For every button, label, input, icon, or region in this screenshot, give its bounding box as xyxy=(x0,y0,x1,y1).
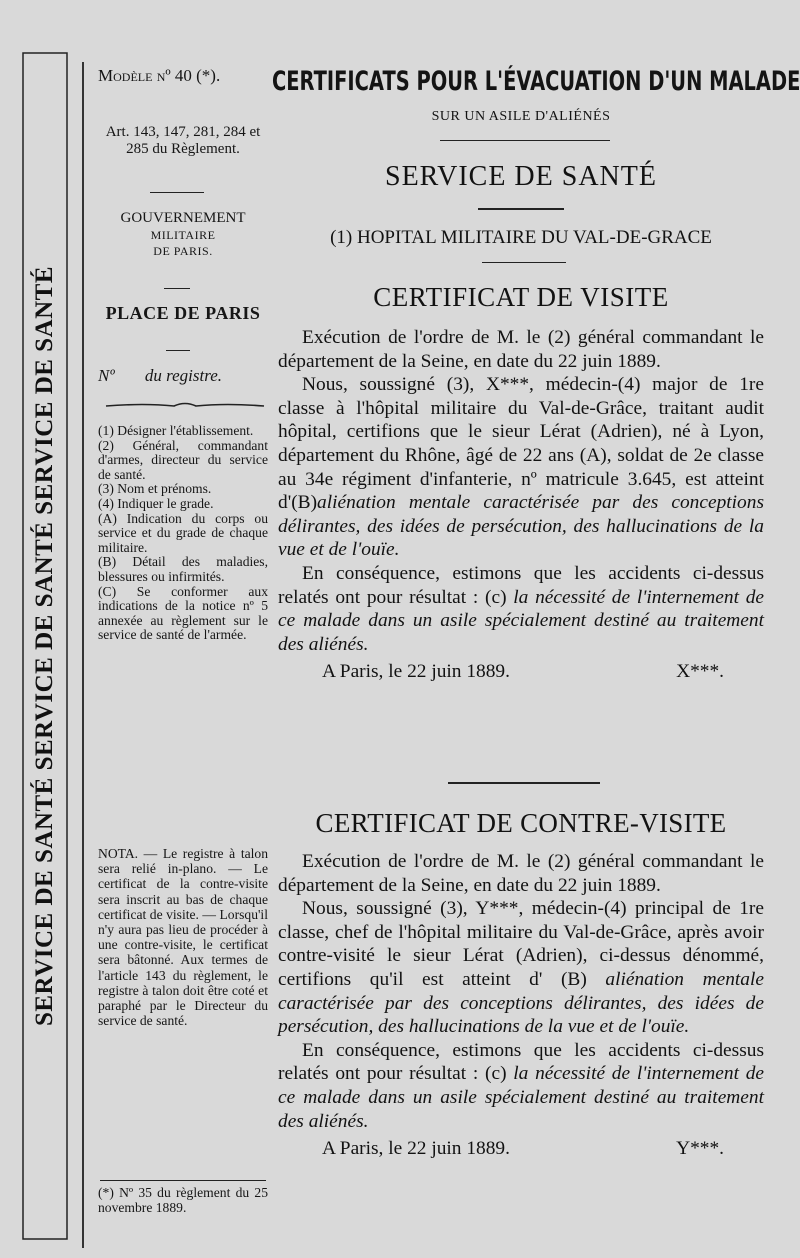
cert2-paragraph: Nous, soussigné (3), Y***, médecin-(4) principal de 1re classe, chef de l'hôpital militaire du Val-de-Grâce, après avoir contre-visité le sieur Lérat (Adrien), ci-dessus dénommé, certifions qu'il est atteint d' (B) xyxy=(278,898,764,990)
divider xyxy=(164,288,190,289)
band-title: SERVICE DE SANTÉ SERVICE DE SANTÉ SERVICE DE SANTÉ xyxy=(31,265,58,1027)
cert2-title: CERTIFICAT DE CONTRE-VISITE xyxy=(315,808,727,838)
cert1-signature: X***. xyxy=(676,661,724,683)
note-item: (B) Détail des maladies, blessures ou infirmités. xyxy=(98,554,268,584)
cert2-paragraph: En conséquence, estimons que les accidents ci-dessus relatés ont pour résultat : (c) xyxy=(278,1039,764,1085)
cert2-diagnosis: aliénation mentale caractérisée par des conceptions délirantes, des idées de persécution, des hallucinations de la vue et de l'ouïe. xyxy=(278,968,764,1038)
main-title: CERTIFICATS POUR L'ÉVACUATION D'UN MALADE xyxy=(272,66,800,97)
note-item: (3) Nom et prénoms. xyxy=(98,481,212,497)
cert1-diagnosis: aliénation mentale caractérisée par des conceptions délirantes, des idées de persécution, des hallucinations de la vue et de l'ouïe. xyxy=(278,492,764,561)
cert1-place-date: A Paris, le 22 juin 1889. xyxy=(322,661,510,683)
footnote-text: (*) Nº 35 du règlement du 25 novembre 1889. xyxy=(98,1185,268,1215)
cert1-conclusion: la nécessité de l'internement de ce malade dans un asile spécialement destiné au traitement des aliénés. xyxy=(278,586,764,655)
article-reference: Art. 143, 147, 281, 284 et 285 du Règlement. xyxy=(105,124,261,157)
cert1-title-block xyxy=(278,280,764,314)
divider xyxy=(448,782,600,784)
note-item: (A) Indication du corps ou service et du grade de chaque militaire. xyxy=(98,510,268,555)
divider xyxy=(440,140,610,141)
cert1-paragraph: En conséquence, estimons que les accidents ci-dessus relatés ont pour résultat : (c) xyxy=(278,562,764,608)
gouvernement-line-3: DE PARIS. xyxy=(153,244,213,258)
cert2-paragraph: Exécution de l'ordre de M. le (2) général commandant le département de la Seine, en date du 22 juin 1889. xyxy=(278,851,764,896)
cert1-paragraph: Exécution de l'ordre de M. le (2) général commandant le département de la Seine, en date du 22 juin 1889. xyxy=(278,327,764,372)
hopital-block xyxy=(278,226,764,250)
divider xyxy=(166,350,190,351)
place-block xyxy=(98,303,268,323)
cert1-body xyxy=(278,326,764,684)
nota-text: NOTA. — Le registre à talon sera relié in-plano. — Le certificat de la contre-visite sera inscrit au bas de chaque certificat de visite. — Lorsqu'il n'y aura pas lieu de procéder à une contre-visite, le certificat sera bâtonné. Aux termes de l'article 143 du règlement, le registre à talon doit être coté et paraphé par le Directeur du service de santé. xyxy=(98,846,268,1029)
hopital-title: (1) HOPITAL MILITAIRE DU VAL-DE-GRACE xyxy=(330,227,712,248)
cert2-conclusion: la nécessité de l'internement de ce malade dans un asile spécialement destiné au traitement des aliénés. xyxy=(278,1063,764,1132)
note-item: (1) Désigner l'établissement. xyxy=(98,423,254,438)
subtitle: SUR UN ASILE D'ALIÉNÉS xyxy=(431,109,611,124)
flourish-divider-icon xyxy=(104,400,266,412)
cert2-signature: Y***. xyxy=(676,1138,724,1160)
modele-label: Modèle nº 40 (*). xyxy=(98,66,221,85)
cert1-title: CERTIFICAT DE VISITE xyxy=(373,282,669,312)
registre-block xyxy=(98,366,268,386)
left-column xyxy=(98,66,268,86)
column-divider xyxy=(82,62,84,1248)
cert1-paragraph: Nous, soussigné (3), X***, médecin-(4) major de 1re classe à l'hôpital militaire du Val-de-Grâce, traitant audit hôpital, certifions que le sieur Lérat (Adrien), né à Lyon, département du Rhône, âgé de 22 ans (A), soldat de 2e classe au 34e régiment d'infanterie, nº matricule 3.645, est atteint d'(B) xyxy=(278,374,764,514)
note-item: (C) Se conformer aux indications de la notice nº 5 annexée au règlement sur le service de santé de l'armée. xyxy=(98,583,268,643)
footnote-block xyxy=(98,1186,268,1215)
divider xyxy=(478,208,564,210)
service-block xyxy=(278,160,764,194)
service-title: SERVICE DE SANTÉ xyxy=(385,161,657,192)
gouvernement-line-2: MILITAIRE xyxy=(150,228,216,242)
gouvernement-block xyxy=(98,210,268,259)
article-block xyxy=(98,124,268,158)
notes-block xyxy=(98,424,268,643)
registre-number-label: Nº xyxy=(98,366,115,385)
main-title-wrap xyxy=(272,66,800,98)
cert2-place-date: A Paris, le 22 juin 1889. xyxy=(322,1138,510,1160)
side-band xyxy=(22,52,68,1240)
note-item: (2) Général, commandant d'armes, directeur du service de santé. xyxy=(98,437,268,482)
place-title: PLACE DE PARIS xyxy=(105,303,261,323)
subtitle-block xyxy=(278,108,764,126)
footnote-rule xyxy=(100,1180,266,1181)
divider xyxy=(150,192,204,193)
registre-label: du registre. xyxy=(144,366,222,385)
cert2-title-block xyxy=(278,806,764,840)
nota-block xyxy=(98,846,268,1028)
divider xyxy=(482,262,566,263)
note-item: (4) Indiquer le grade. xyxy=(98,495,214,511)
cert2-body xyxy=(278,850,764,1161)
gouvernement-line-1: GOUVERNEMENT xyxy=(120,210,246,226)
